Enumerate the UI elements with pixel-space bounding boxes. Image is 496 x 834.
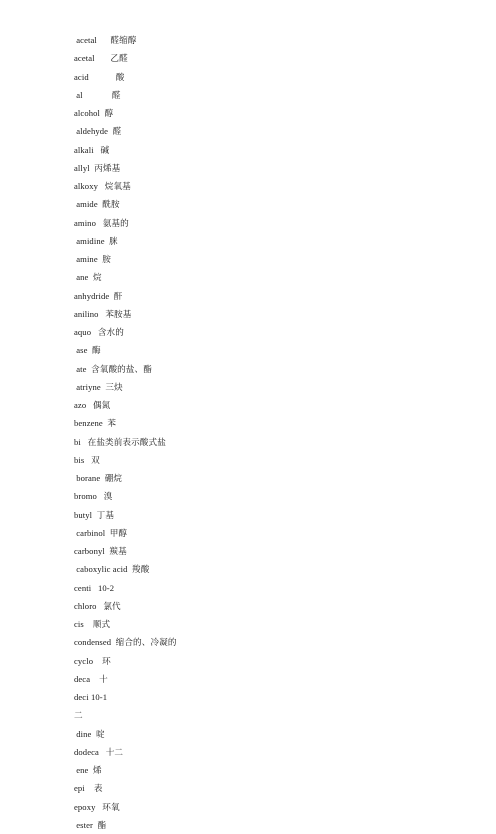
chemistry-glossary (74, 31, 177, 834)
entry-meaning: 酰胺 (102, 199, 120, 210)
glossary-entry (74, 706, 177, 724)
entry-meaning: 酐 (113, 290, 123, 301)
glossary-entry (74, 652, 177, 670)
entry-term: ane (74, 272, 89, 283)
glossary-entry (74, 560, 177, 578)
entry-term: azo (74, 400, 87, 410)
glossary-entry (74, 615, 177, 633)
glossary-entry (74, 798, 177, 816)
glossary-entry (74, 141, 177, 159)
glossary-entry (74, 761, 177, 779)
entry-meaning: 羰基 (109, 546, 127, 556)
entry-meaning: 醛 (112, 126, 122, 137)
glossary-entry (74, 487, 177, 505)
entry-meaning: 三炔 (105, 381, 123, 392)
entry-meaning: 10-2 (97, 582, 115, 593)
glossary-entry (74, 268, 177, 286)
entry-term: amino (74, 217, 96, 228)
entry-term: benzene (74, 418, 103, 429)
entry-meaning: 胺 (102, 254, 111, 264)
entry-meaning: 苯胺基 (105, 308, 132, 319)
entry-term: ate (74, 363, 87, 374)
entry-meaning: 乙醛 (110, 53, 128, 64)
glossary-entry (74, 68, 177, 86)
entry-meaning: 硼烷 (104, 473, 123, 483)
glossary-entry (74, 396, 177, 414)
entry-meaning: 顺式 (92, 619, 111, 629)
entry-term: cis (74, 619, 84, 629)
entry-term: carbonyl (74, 546, 105, 556)
entry-term: bromo (74, 491, 97, 502)
entry-term: ase (74, 345, 88, 356)
entry-meaning: 10-1 (90, 692, 108, 702)
entry-term: caboxylic acid (74, 564, 128, 575)
glossary-entry (74, 433, 177, 451)
entry-meaning: 丁基 (96, 509, 115, 520)
entry-meaning: 溴 (103, 491, 113, 502)
glossary-entry (74, 597, 177, 615)
entry-meaning: 含氧酸的盐、酯 (91, 363, 152, 374)
glossary-entry (74, 816, 177, 834)
glossary-entry (74, 451, 177, 469)
glossary-entry (74, 779, 177, 797)
glossary-entry (74, 542, 177, 560)
entry-meaning: 醛缩醇 (110, 35, 137, 45)
entry-term: amide (74, 199, 98, 210)
glossary-entry (74, 414, 177, 432)
glossary-entry (74, 688, 177, 706)
entry-meaning: 啶 (95, 728, 105, 739)
entry-term: carbinol (74, 527, 106, 538)
entry-term: alcohol (74, 108, 100, 118)
entry-term: ene (74, 765, 89, 775)
glossary-entry (74, 232, 177, 250)
entry-meaning: 烷氧基 (104, 181, 131, 191)
glossary-entry (74, 524, 177, 542)
entry-meaning: 表 (93, 783, 103, 794)
entry-meaning: 环 (102, 655, 111, 666)
entry-meaning: 在盐类前表示酸式盐 (87, 436, 166, 447)
entry-meaning: 醇 (104, 108, 114, 118)
entry-meaning: 醛 (111, 89, 121, 100)
glossary-entry (74, 725, 177, 743)
entry-term: al (74, 89, 83, 100)
entry-term: anilino (74, 308, 99, 319)
entry-term: butyl (74, 509, 93, 520)
glossary-entry (74, 49, 177, 67)
entry-term: dodeca (74, 746, 99, 757)
entry-meaning: 苯 (107, 418, 117, 429)
entry-term: aldehyde (74, 126, 109, 137)
entry-term: acetal (74, 35, 97, 45)
entry-meaning: 甲醇 (109, 527, 128, 538)
entry-meaning: 十二 (105, 746, 124, 757)
entry-term: amine (74, 254, 98, 264)
glossary-entry (74, 670, 177, 688)
glossary-entry (74, 31, 177, 49)
entry-meaning: 烷 (92, 272, 102, 283)
entry-meaning: 酯 (97, 819, 107, 830)
glossary-entry (74, 104, 177, 122)
entry-term: dine (74, 728, 92, 739)
entry-meaning: 烯 (92, 765, 102, 775)
glossary-entry (74, 214, 177, 232)
glossary-entry (74, 323, 177, 341)
entry-meaning: 双 (91, 454, 100, 465)
entry-meaning: 二 (74, 710, 83, 721)
entry-term: epi (74, 783, 85, 794)
entry-term: centi (74, 582, 92, 593)
entry-meaning: 氨基的 (102, 217, 129, 228)
glossary-entry (74, 122, 177, 140)
entry-meaning: 碱 (100, 144, 110, 155)
glossary-entry (74, 506, 177, 524)
entry-term: epoxy (74, 801, 96, 812)
entry-meaning: 酶 (92, 345, 101, 356)
entry-term: alkoxy (74, 181, 98, 191)
entry-meaning: 含水的 (97, 327, 124, 337)
entry-term: ester (74, 819, 93, 830)
glossary-entry (74, 378, 177, 396)
glossary-entry (74, 195, 177, 213)
entry-meaning: 偶氮 (92, 400, 111, 410)
glossary-entry (74, 633, 177, 651)
glossary-entry (74, 341, 177, 359)
glossary-entry (74, 177, 177, 195)
glossary-entry (74, 469, 177, 487)
entry-term: acid (74, 71, 89, 82)
entry-meaning: 缩合的、冷凝的 (115, 637, 177, 648)
glossary-entry (74, 287, 177, 305)
entry-meaning: 环氧 (102, 801, 120, 812)
entry-term: borane (74, 473, 101, 483)
glossary-entry (74, 159, 177, 177)
entry-term: deci (74, 692, 89, 702)
entry-term: condensed (74, 637, 112, 648)
glossary-entry (74, 86, 177, 104)
entry-term: cyclo (74, 655, 94, 666)
glossary-entry (74, 579, 177, 597)
entry-term: alkali (74, 144, 94, 155)
entry-meaning: 酸 (115, 71, 125, 82)
glossary-entry (74, 305, 177, 323)
entry-term: bis (74, 454, 85, 465)
entry-term: allyl (74, 162, 90, 173)
glossary-entry (74, 360, 177, 378)
entry-meaning: 丙烯基 (94, 162, 121, 173)
entry-term: anhydride (74, 290, 110, 301)
entry-term: bi (74, 436, 81, 447)
entry-term: atriyne (74, 381, 101, 392)
entry-term: chloro (74, 600, 97, 611)
entry-term: aquo (74, 327, 92, 337)
entry-term: deca (74, 673, 91, 684)
entry-meaning: 脒 (109, 235, 118, 246)
entry-term: acetal (74, 53, 95, 64)
entry-meaning: 氯代 (103, 600, 121, 611)
glossary-entry (74, 743, 177, 761)
entry-meaning: 十 (99, 673, 108, 684)
glossary-entry (74, 250, 177, 268)
entry-term: amidine (74, 235, 105, 246)
entry-meaning: 羧酸 (132, 564, 150, 575)
